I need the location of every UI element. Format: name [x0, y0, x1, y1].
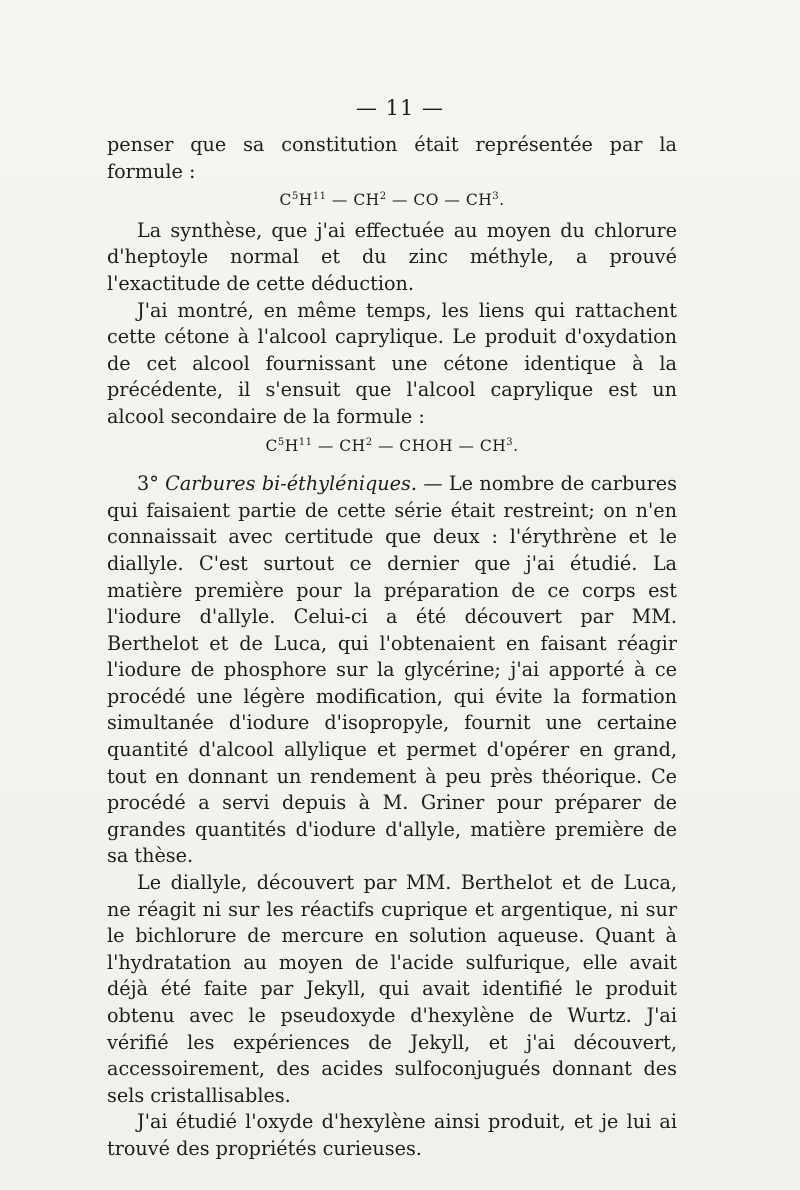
page-number: — 11 —	[355, 96, 445, 120]
paragraph-caprylic: J'ai montré, en même temps, les liens qui rattachent cette cétone à l'alcool caprylique. Le produit d'oxydation de cet alcool fournissant une cétone identique à la précédente, il s'ensuit que l'alcool caprylique est un alcool secondaire de la formule :	[107, 298, 677, 428]
paragraph-diallyl: Le diallyle, découvert par MM. Berthelot et de Luca, ne réagit ni sur les réactifs cuprique et argentique, ni sur le bichlorure de mercure en solution aqueuse. Quant à l'hydratation au moyen de l'acide sulfurique, elle avait déjà été faite par Jekyll, qui avait identifié le produit obtenu avec le pseudoxyde d'hexylène de Wurtz. J'ai vérifié les expériences de Jekyll, et j'ai découvert, accessoirement, des acides sulfoconjugués donnant des sels cristallisables.	[107, 871, 677, 1107]
formula-alcohol: $C^5H^{11}$ — $CH^2$ — CHOH — $CH^3$.	[265, 436, 519, 455]
paragraph-hexylene-oxide: J'ai étudié l'oxyde d'hexylène ainsi produit, et je lui ai trouvé des propriétés curieuses.	[107, 1110, 677, 1160]
formula-ketone: $C^5H^{11}$ — $CH^2$ — CO — $CH^3$.	[279, 191, 505, 210]
paragraph-1: penser que sa constitution était représentée par la formule :	[107, 133, 677, 183]
paragraph-bi-ethylenic	[107, 471, 677, 870]
section-body: — Le nombre de carbures qui faisaient partie de cette série était restreint; on n'en connaissait avec certitude que deux : l'érythrène et le diallyle. C'est surtout ce dernier que j'ai étudié. La matière première pour la préparation de ce corps est l'iodure d'allyle. Celui-ci a été découvert par MM. Berthelot et de Luca, qui l'obtenaient en faisant réagir l'iodure de phosphore sur la glycérine; j'ai apporté à ce procédé une légère modification, qui évite la formation simultanée d'iodure d'isopropyle, fournit une certaine quantité d'alcool allylique et permet d'opérer en grand, tout en donnant un rendement à peu près théorique. Ce procédé a servi depuis à M. Griner pour préparer de grandes quantités d'iodure d'allyle, matière première de sa thèse.	[107, 472, 677, 868]
body-text	[107, 132, 677, 1163]
paragraph-synthesis: La synthèse, que j'ai effectuée au moyen du chlorure d'heptoyle normal et du zinc méthyle, a prouvé l'exactitude de cette déduction.	[107, 218, 677, 295]
section-title: Carbures bi-éthyléniques.	[165, 472, 417, 496]
section-number: 3°	[137, 472, 166, 496]
